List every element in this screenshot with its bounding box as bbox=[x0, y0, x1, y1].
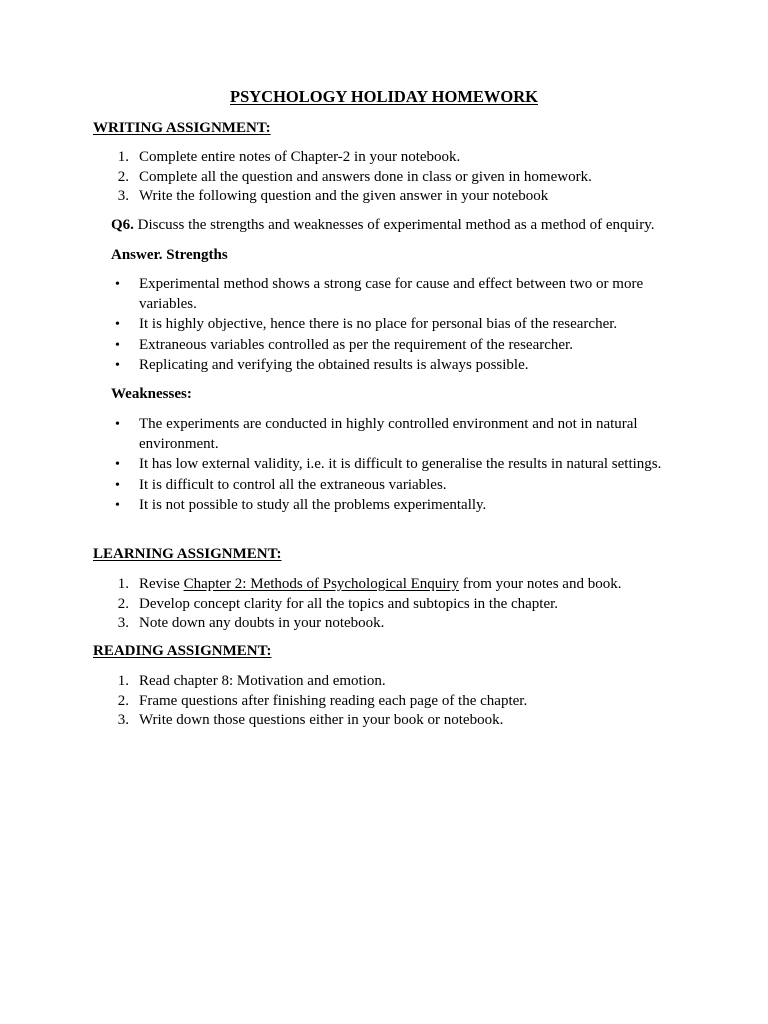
question-text: Discuss the strengths and weaknesses of experimental method as a method of enquiry. bbox=[133, 217, 655, 233]
list-number: 3. bbox=[117, 188, 129, 204]
list-item bbox=[0, 275, 768, 314]
list-item bbox=[0, 455, 768, 475]
learning-assignment-list bbox=[0, 575, 768, 634]
list-number: 1. bbox=[117, 149, 129, 165]
writing-assignment-heading: WRITING ASSIGNMENT: bbox=[93, 120, 271, 136]
bullet-icon: • bbox=[115, 337, 120, 353]
answer-strengths-heading: Answer. Strengths bbox=[111, 247, 228, 263]
list-item-text: Develop concept clarity for all the topics and subtopics in the chapter. bbox=[139, 595, 559, 612]
weaknesses-heading: Weaknesses: bbox=[111, 386, 192, 402]
list-number: 2. bbox=[117, 168, 129, 185]
strengths-list bbox=[0, 275, 768, 376]
list-item bbox=[0, 476, 768, 496]
list-number: 2. bbox=[117, 692, 129, 709]
list-item bbox=[0, 168, 768, 188]
learning-assignment-heading: LEARNING ASSIGNMENT: bbox=[93, 546, 282, 562]
reading-assignment-list bbox=[0, 672, 768, 731]
list-item-text-pre: Revise bbox=[139, 576, 184, 592]
bullet-icon: • bbox=[115, 498, 120, 513]
bullet-icon: • bbox=[115, 277, 120, 292]
list-item bbox=[0, 148, 768, 168]
question-label: Q6. bbox=[111, 217, 134, 233]
list-item-text: It is highly objective, hence there is no place for personal bias of the researcher. bbox=[139, 316, 618, 332]
list-item bbox=[0, 356, 768, 376]
list-item-text bbox=[139, 576, 621, 592]
list-number: 1. bbox=[117, 576, 129, 592]
list-number: 1. bbox=[117, 673, 129, 689]
list-number: 3. bbox=[117, 712, 129, 728]
list-item bbox=[0, 711, 768, 731]
bullet-icon: • bbox=[115, 477, 120, 493]
writing-assignment-list bbox=[0, 148, 768, 207]
list-item-text: It is difficult to control all the extraneous variables. bbox=[139, 476, 447, 493]
reading-assignment-heading: READING ASSIGNMENT: bbox=[93, 643, 272, 659]
chapter-reference-link: Chapter 2: Methods of Psychological Enquiry bbox=[183, 576, 459, 592]
list-item-text: Frame questions after finishing reading each page of the chapter. bbox=[139, 692, 528, 709]
list-number: 2. bbox=[117, 595, 129, 612]
list-item bbox=[0, 672, 768, 692]
list-item bbox=[0, 187, 768, 207]
list-item bbox=[0, 614, 768, 634]
list-item bbox=[0, 496, 768, 516]
weaknesses-list bbox=[0, 415, 768, 516]
bullet-icon: • bbox=[115, 358, 120, 373]
list-item bbox=[0, 336, 768, 356]
list-number: 3. bbox=[117, 615, 129, 631]
list-item bbox=[0, 315, 768, 335]
list-item bbox=[0, 415, 768, 454]
list-item-text: Write the following question and the given answer in your notebook bbox=[139, 188, 549, 204]
list-item bbox=[0, 595, 768, 615]
bullet-icon: • bbox=[115, 457, 120, 472]
list-item-text: Read chapter 8: Motivation and emotion. bbox=[139, 673, 386, 689]
list-item bbox=[0, 692, 768, 712]
list-item-text-post: from your notes and book. bbox=[458, 576, 622, 592]
bullet-icon: • bbox=[115, 317, 120, 332]
list-item-text: Replicating and verifying the obtained results is always possible. bbox=[139, 357, 529, 373]
question-paragraph bbox=[111, 216, 654, 236]
list-item-text: Note down any doubts in your notebook. bbox=[139, 615, 385, 631]
list-item-text: Write down those questions either in your book or notebook. bbox=[139, 712, 504, 728]
list-item-text: The experiments are conducted in highly controlled environment and not in natural environment. bbox=[139, 416, 638, 452]
list-item-text: Complete entire notes of Chapter-2 in your notebook. bbox=[139, 149, 461, 165]
list-item-text: Complete all the question and answers done in class or given in homework. bbox=[139, 168, 592, 185]
list-item-text: Extraneous variables controlled as per the requirement of the researcher. bbox=[139, 336, 573, 353]
list-item-text: It has low external validity, i.e. it is difficult to generalise the results in natural settings. bbox=[139, 456, 662, 472]
list-item-text: Experimental method shows a strong case for cause and effect between two or more variables. bbox=[139, 276, 644, 312]
page-title: PSYCHOLOGY HOLIDAY HOMEWORK bbox=[229, 87, 539, 106]
list-item bbox=[0, 575, 768, 595]
bullet-icon: • bbox=[115, 417, 120, 432]
list-item-text: It is not possible to study all the problems experimentally. bbox=[139, 497, 487, 513]
